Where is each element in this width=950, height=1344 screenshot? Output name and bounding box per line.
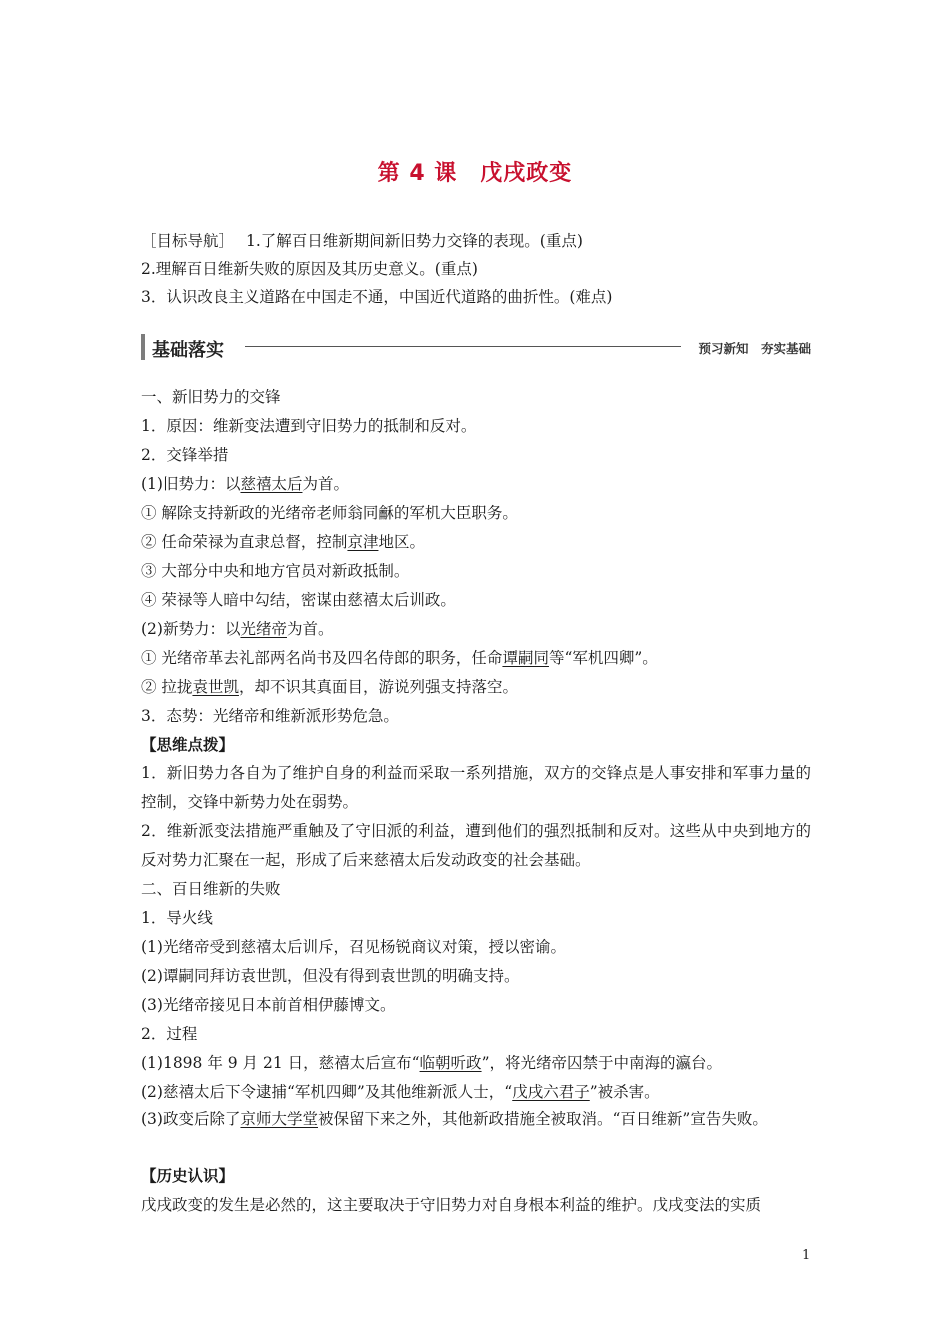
- s2-f2: (2)谭嗣同拜访袁世凯，但没有得到袁世凯的明确支持。: [141, 967, 520, 985]
- s1-o2: [141, 532, 425, 552]
- history-label: 【历史认识】: [141, 1167, 235, 1185]
- g3-underlined: 京师大学堂: [240, 1110, 318, 1128]
- s2-process: 2．过程: [141, 1025, 198, 1043]
- s1-o1: ① 解除支持新政的光绪帝老师翁同龢的军机大臣职务。: [141, 504, 518, 522]
- o2-post: 地区。: [378, 533, 425, 551]
- old-underlined: 慈禧太后: [240, 475, 303, 493]
- s2-f3: (3)光绪帝接见日本前首相伊藤博文。: [141, 996, 396, 1014]
- page-number: 1: [802, 1248, 811, 1263]
- s1-p2: 2．交锋举措: [141, 446, 229, 464]
- think-label: 【思维点拨】: [141, 736, 235, 754]
- think-t1: 1．新旧势力各自为了维护自身的利益而采取一系列措施，双方的交锋点是人事安排和军事力量的控制，交锋中新势力处在弱势。: [141, 764, 811, 811]
- new-underlined: 光绪帝: [240, 620, 287, 638]
- g2-underlined: 戊戌六君子: [512, 1083, 590, 1101]
- banner-title: 基础落实: [152, 340, 224, 361]
- s1-o3: ③ 大部分中央和地方官员对新政抵制。: [141, 562, 410, 580]
- o2-underlined: 京津: [347, 533, 379, 551]
- history-h1: 戊戌政变的发生是必然的，这主要取决于守旧势力对自身根本利益的维护。戊戌变法的实质: [141, 1196, 762, 1214]
- g1-underlined: 临朝听政: [419, 1054, 482, 1072]
- g1-post: ”，将光绪帝囚禁于中南海的瀛台。: [481, 1054, 722, 1072]
- n1-pre: ① 光绪帝革去礼部两名尚书及四名侍郎的职务，任命: [141, 649, 503, 667]
- s1-new-forces: [141, 619, 334, 639]
- s2-g3: [141, 1105, 811, 1134]
- goal-item-2: 2.理解百日维新失败的原因及其历史意义。(重点): [141, 260, 478, 278]
- s2-fuse: 1．导火线: [141, 909, 213, 927]
- section-banner: [141, 334, 811, 360]
- n2-post: ，却不识其真面目，游说列强支持落空。: [238, 678, 518, 696]
- g3-pre: (3)政变后除了: [141, 1110, 241, 1128]
- s1-o4: ④ 荣禄等人暗中勾结，密谋由慈禧太后训政。: [141, 591, 456, 609]
- s2-g1: [141, 1053, 722, 1073]
- old-pre: (1)旧势力：以: [141, 475, 241, 493]
- s1-old-forces: [141, 474, 349, 494]
- s1-heading: 一、新旧势力的交锋: [141, 388, 281, 406]
- goal-item-1: 1.了解百日维新期间新旧势力交锋的表现。(重点): [246, 232, 583, 250]
- s2-heading: 二、百日维新的失败: [141, 880, 281, 898]
- s1-n1: [141, 648, 658, 668]
- n2-underlined: 袁世凯: [192, 678, 239, 696]
- new-post: 为首。: [286, 620, 334, 638]
- s2-g2: [141, 1082, 660, 1102]
- banner-accent-bar: [141, 334, 145, 360]
- g2-post: ”被杀害。: [589, 1083, 660, 1101]
- lesson-title: 第 4 课 戊戌政变: [377, 161, 573, 186]
- n1-post: 等“军机四卿”。: [548, 649, 658, 667]
- s2-f1: (1)光绪帝受到慈禧太后训斥，召见杨锐商议对策，授以密谕。: [141, 938, 566, 956]
- goal-item-3: 3．认识改良主义道路在中国走不通，中国近代道路的曲折性。(难点): [141, 288, 613, 306]
- g3-post: 被保留下来之外，其他新政措施全被取消。“百日维新”宣告失败。: [317, 1110, 768, 1128]
- banner-rule: [245, 346, 681, 347]
- new-pre: (2)新势力：以: [141, 620, 241, 638]
- think-t2: 2．维新派变法措施严重触及了守旧派的利益，遭到他们的强烈抵制和反对。这些从中央到地方的反对势力汇聚在一起，形成了后来慈禧太后发动政变的社会基础。: [141, 822, 811, 869]
- n2-pre: ② 拉拢: [141, 678, 193, 696]
- s1-p3: 3．态势：光绪帝和维新派形势危急。: [141, 707, 399, 725]
- o2-pre: ② 任命荣禄为直隶总督，控制: [141, 533, 348, 551]
- g2-pre: (2)慈禧太后下令逮捕“军机四卿”及其他维新派人士，“: [141, 1083, 513, 1101]
- g1-pre: (1)1898 年 9 月 21 日，慈禧太后宣布“: [141, 1054, 420, 1072]
- s1-n2: [141, 677, 518, 697]
- n1-underlined: 谭嗣同: [502, 649, 549, 667]
- goals-label: ［目标导航］: [141, 232, 235, 250]
- goals-line-1: [141, 231, 583, 251]
- banner-subtitle: 预习新知 夯实基础: [698, 341, 811, 356]
- old-post: 为首。: [302, 475, 349, 493]
- s1-p1: 1．原因：维新变法遭到守旧势力的抵制和反对。: [141, 417, 477, 435]
